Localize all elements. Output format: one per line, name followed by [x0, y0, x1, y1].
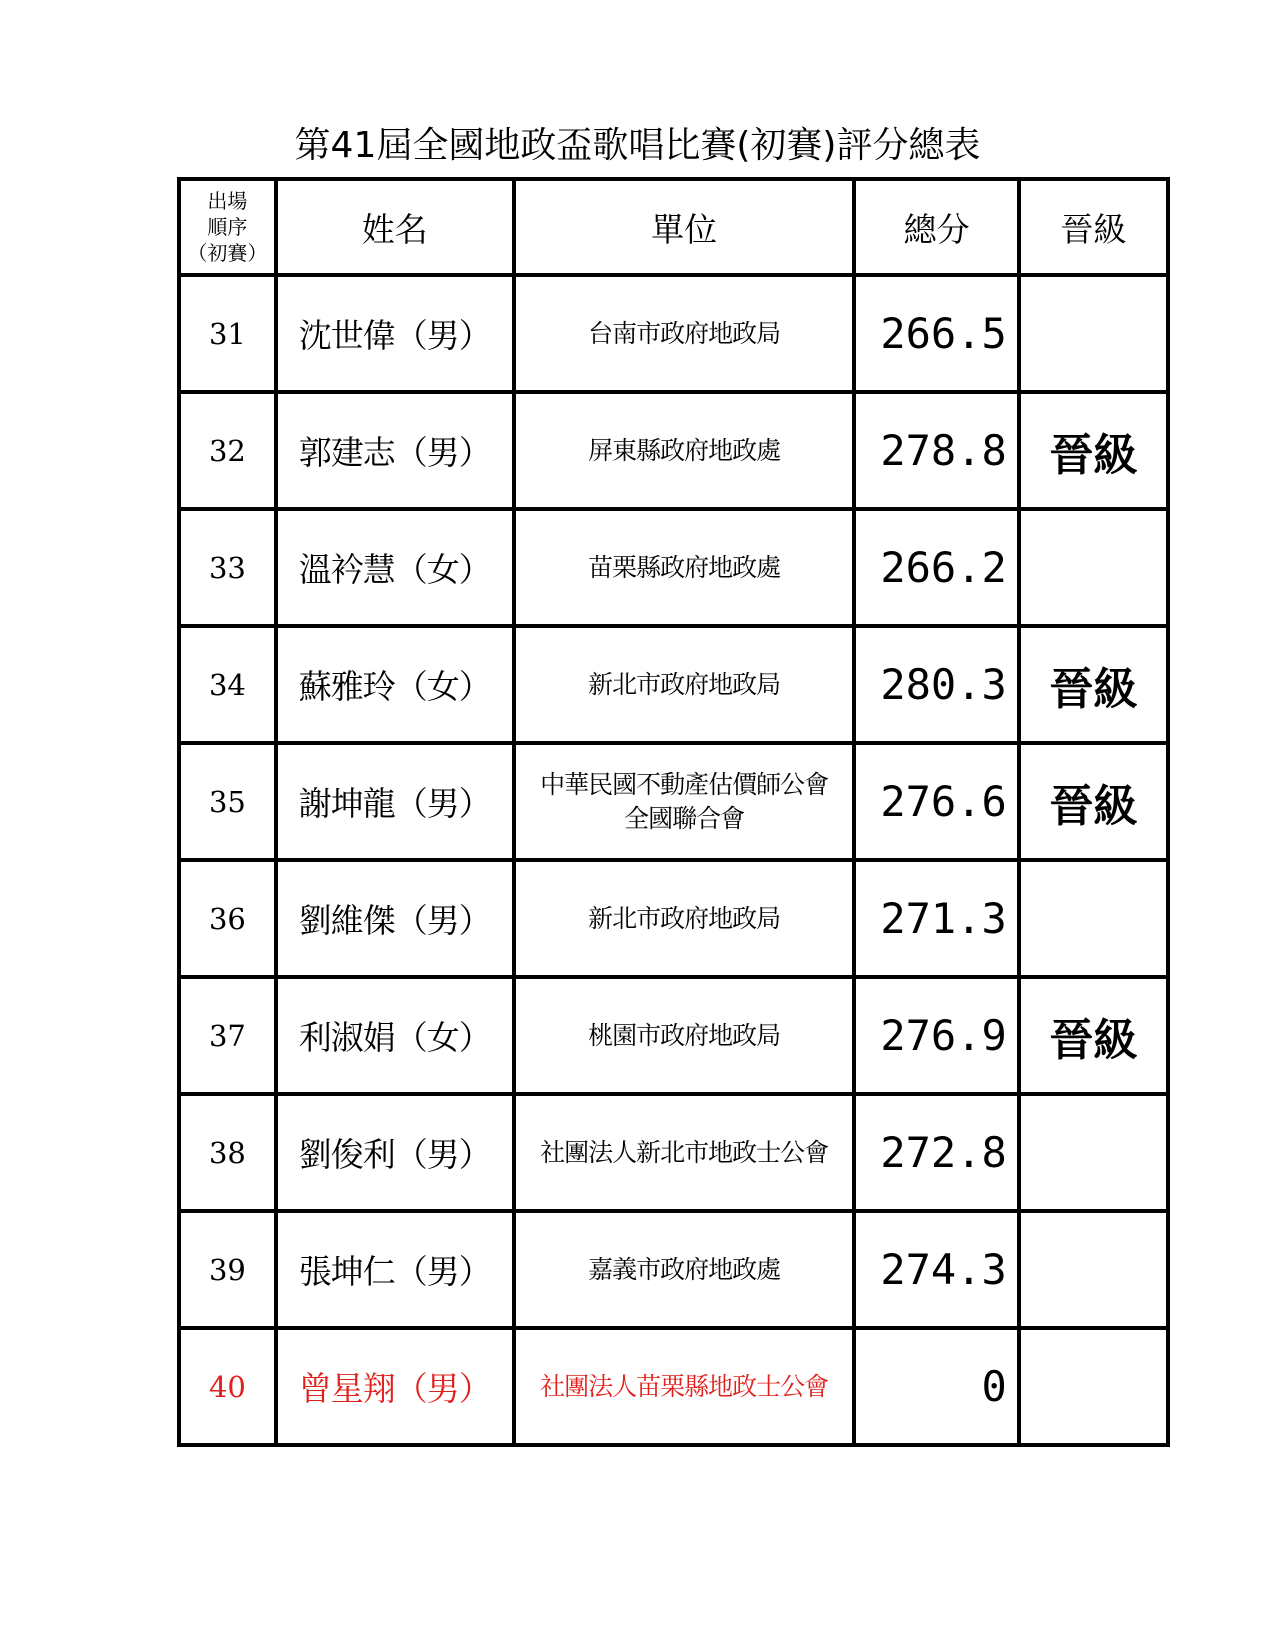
table-row-highlighted [179, 1328, 1168, 1445]
unit-cell [514, 743, 855, 860]
header-order-line2: 順序 [207, 215, 248, 239]
unit-cell: 台南市政府地政局 [514, 275, 855, 392]
score-cell: 278.8 [854, 392, 1018, 509]
score-cell: 272.8 [854, 1094, 1018, 1211]
name-cell: 劉維傑（男） [276, 860, 514, 977]
order-cell: 31 [179, 275, 276, 392]
table-row [179, 743, 1168, 860]
header-promotion: 晉級 [1019, 179, 1168, 275]
header-total: 總分 [854, 179, 1018, 275]
promotion-cell: 晉級 [1019, 626, 1168, 743]
name-cell: 蘇雅玲（女） [276, 626, 514, 743]
promotion-cell [1019, 1328, 1168, 1445]
name-cell: 郭建志（男） [276, 392, 514, 509]
table-row [179, 509, 1168, 626]
promotion-cell: 晉級 [1019, 743, 1168, 860]
promotion-cell [1019, 275, 1168, 392]
table-row [179, 392, 1168, 509]
header-unit: 單位 [514, 179, 855, 275]
promotion-cell [1019, 1094, 1168, 1211]
promotion-cell: 晉級 [1019, 977, 1168, 1094]
unit-line2: 全國聯合會 [624, 803, 745, 833]
name-cell: 曾星翔（男） [276, 1328, 514, 1445]
table-row [179, 860, 1168, 977]
order-cell: 33 [179, 509, 276, 626]
unit-cell: 社團法人苗栗縣地政士公會 [514, 1328, 855, 1445]
promotion-cell: 晉級 [1019, 392, 1168, 509]
table-row [179, 275, 1168, 392]
order-cell: 40 [179, 1328, 276, 1445]
page-title: 第41屆全國地政盃歌唱比賽(初賽)評分總表 [294, 125, 981, 166]
table-row [179, 626, 1168, 743]
order-cell: 39 [179, 1211, 276, 1328]
score-cell: 274.3 [854, 1211, 1018, 1328]
score-cell: 271.3 [854, 860, 1018, 977]
order-cell: 35 [179, 743, 276, 860]
order-cell: 36 [179, 860, 276, 977]
header-name: 姓名 [276, 179, 514, 275]
name-cell: 利淑娟（女） [276, 977, 514, 1094]
promotion-cell [1019, 1211, 1168, 1328]
name-cell: 溫衿慧（女） [276, 509, 514, 626]
promotion-cell [1019, 860, 1168, 977]
score-table [177, 177, 1170, 1447]
unit-cell: 社團法人新北市地政士公會 [514, 1094, 855, 1211]
name-cell: 張坤仁（男） [276, 1211, 514, 1328]
unit-line1: 中華民國不動產估價師公會 [540, 769, 829, 799]
score-cell: 266.2 [854, 509, 1018, 626]
table-header-row [179, 179, 1168, 275]
promotion-cell [1019, 509, 1168, 626]
unit-cell: 屏東縣政府地政處 [514, 392, 855, 509]
header-order-line1: 出場 [207, 189, 248, 213]
score-cell: 0 [854, 1328, 1018, 1445]
header-order [179, 179, 276, 275]
table-row [179, 977, 1168, 1094]
order-cell: 38 [179, 1094, 276, 1211]
unit-cell: 桃園市政府地政局 [514, 977, 855, 1094]
name-cell: 劉俊利（男） [276, 1094, 514, 1211]
name-cell: 謝坤龍（男） [276, 743, 514, 860]
order-cell: 37 [179, 977, 276, 1094]
unit-cell: 嘉義市政府地政處 [514, 1211, 855, 1328]
unit-cell: 新北市政府地政局 [514, 860, 855, 977]
score-cell: 276.6 [854, 743, 1018, 860]
order-cell: 34 [179, 626, 276, 743]
score-cell: 276.9 [854, 977, 1018, 1094]
score-cell: 266.5 [854, 275, 1018, 392]
name-cell: 沈世偉（男） [276, 275, 514, 392]
order-cell: 32 [179, 392, 276, 509]
table-row [179, 1094, 1168, 1211]
unit-cell: 苗栗縣政府地政處 [514, 509, 855, 626]
table-row [179, 1211, 1168, 1328]
header-order-line3: （初賽） [187, 241, 268, 265]
unit-cell: 新北市政府地政局 [514, 626, 855, 743]
score-cell: 280.3 [854, 626, 1018, 743]
